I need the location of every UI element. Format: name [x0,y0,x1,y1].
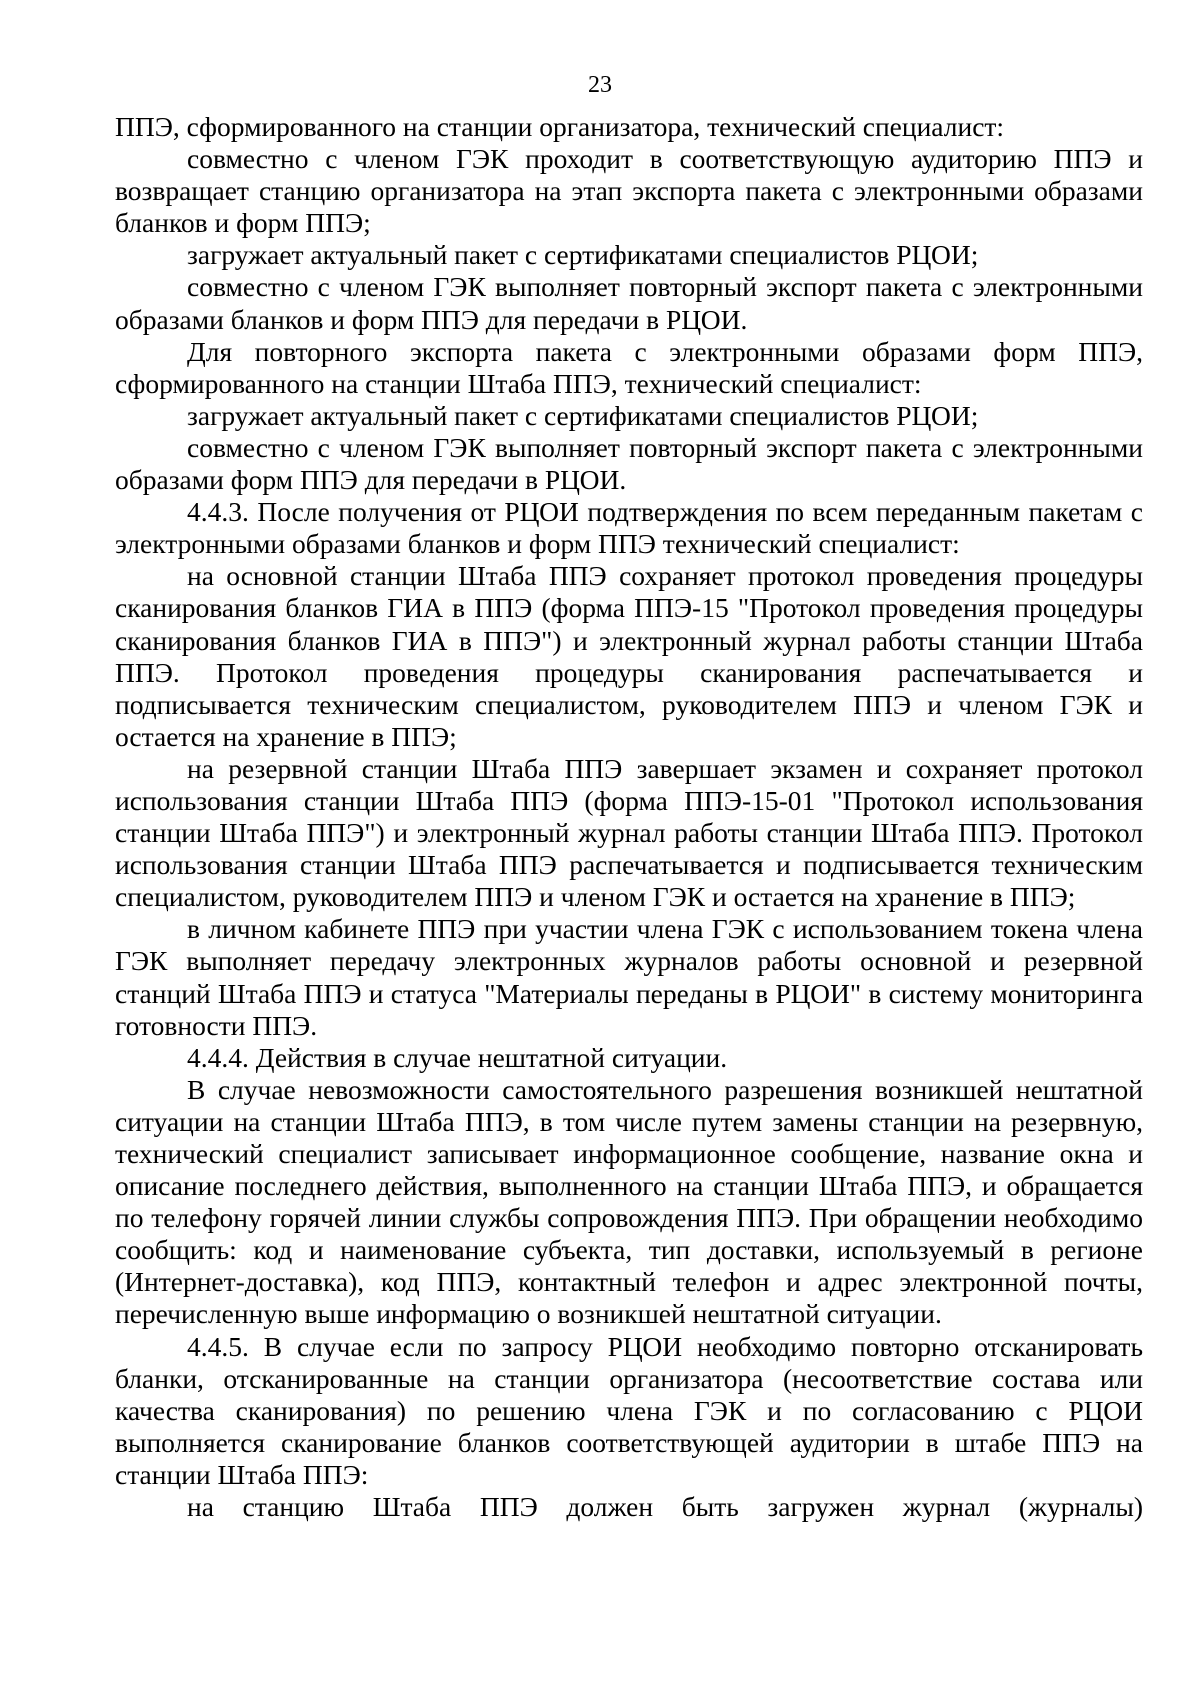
paragraph: совместно с членом ГЭК выполняет повторный экспорт пакета с электронными образами форм ППЭ для передачи в РЦОИ. [115,431,1143,496]
paragraph: совместно с членом ГЭК проходит в соответствующую аудиторию ППЭ и возвращает станцию организатора на этап экспорта пакета с электронными образами бланков и форм ППЭ; [115,143,1143,239]
paragraph: 4.4.4. Действия в случае нештатной ситуации. [187,1041,728,1073]
document-body [115,111,1143,1523]
paragraph: на станцию Штаба ППЭ должен быть загружен журнал (журналы) [187,1491,1143,1523]
paragraph: ППЭ, сформированного на станции организатора, технический специалист: [115,111,1005,142]
paragraph: В случае невозможности самостоятельного разрешения возникшей нештатной ситуации на станции Штаба ППЭ, в том числе путем замены станции на резервную, технический специалист записывает информационное сообщение, название окна и описание последнего действия, выполненного на станции Штаба ППЭ, и обращается по телефону горячей линии службы сопровождения ППЭ. При обращении необходимо сообщить: код и наименование субъекта, тип доставки, используемый в регионе (Интернет-доставка), код ППЭ, контактный телефон и адрес электронной почты, перечисленную выше информацию о возникшей нештатной ситуации. [115,1073,1143,1330]
paragraph: загружает актуальный пакет с сертификатами специалистов РЦОИ; [187,239,979,271]
paragraph: совместно с членом ГЭК выполняет повторный экспорт пакета с электронными образами бланков и форм ППЭ для передачи в РЦОИ. [115,271,1143,335]
paragraph: загружает актуальный пакет с сертификатами специалистов РЦОИ; [187,399,979,431]
paragraph: 4.4.5. В случае если по запросу РЦОИ необходимо повторно отсканировать бланки, отсканированные на станции организатора (несоответствие состава или качества сканирования) по решению члена ГЭК и по согласованию с РЦОИ выполняется сканирование бланков соответствующей аудитории в штабе ППЭ на станции Штаба ППЭ: [115,1330,1143,1490]
paragraph: на основной станции Штаба ППЭ сохраняет протокол проведения процедуры сканирования бланков ГИА в ППЭ (форма ППЭ-15 "Протокол проведения процедуры сканирования бланков ГИА в ППЭ") и электронный журнал работы станции Штаба ППЭ. Протокол проведения процедуры сканирования распечатывается и подписывается техническим специалистом, руководителем ППЭ и членом ГЭК и остается на хранение в ППЭ; [115,560,1143,752]
paragraph: на резервной станции Штаба ППЭ завершает экзамен и сохраняет протокол использования станции Штаба ППЭ (форма ППЭ-15-01 "Протокол использования станции Штаба ППЭ") и электронный журнал работы станции Штаба ППЭ. Протокол использования станции Штаба ППЭ распечатывается и подписывается техническим специалистом, руководителем ППЭ и членом ГЭК и остается на хранение в ППЭ; [115,752,1143,913]
paragraph: в личном кабинете ППЭ при участии члена ГЭК с использованием токена члена ГЭК выполняет передачу электронных журналов работы основной и резервной станций Штаба ППЭ и статуса "Материалы переданы в РЦОИ" в систему мониторинга готовности ППЭ. [115,913,1143,1041]
paragraph: 4.4.3. После получения от РЦОИ подтверждения по всем переданным пакетам с электронными образами бланков и форм ППЭ технический специалист: [115,496,1143,560]
paragraph: Для повторного экспорта пакета с электронными образами форм ППЭ, сформированного на станции Штаба ППЭ, технический специалист: [115,335,1143,399]
page-number: 23 [588,72,612,98]
